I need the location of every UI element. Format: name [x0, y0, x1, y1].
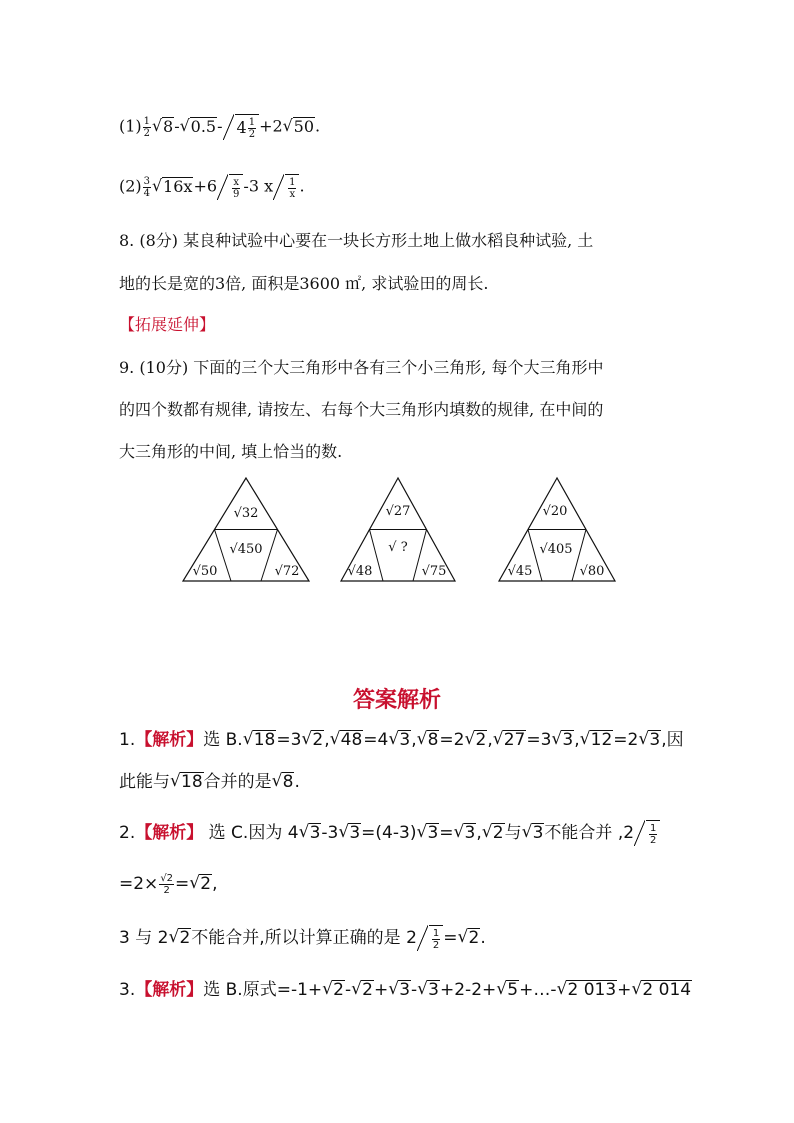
item-label: (2)	[119, 176, 142, 196]
triangle-right-value: √72	[274, 564, 300, 579]
triangle-top-value: √32	[233, 506, 259, 521]
answer-1-line2: 此能与√ 18合并的是√ 8.	[119, 770, 300, 794]
answer-text: 不能合并 ,2	[544, 823, 635, 843]
answer-text: 合并的是	[203, 772, 272, 792]
answer-3-line1: 3.【解析】选 B.原式=-1+√ 2-√ 2+√ 3-√ 3+2-2+√ 5+…-√ 2 013+√ 2 014	[119, 978, 692, 1002]
triangles-figure	[0, 474, 794, 594]
answer-text: 3 与 2	[119, 928, 169, 948]
answer-2-line2: =2× $\frac{√2}{2}$ =√ 2,	[119, 872, 218, 896]
answers-title: 答案解析	[352, 688, 441, 713]
problem-7-1: (1) $\frac{1}{2}$ √ 8-√ 0.5- 4 $\frac{1}{2}$ +2√ 50.	[119, 114, 320, 140]
answer-choice: 选 C.因为	[203, 823, 288, 843]
sqrt: √ 8	[153, 115, 174, 139]
problem-8-line1: 8. (8分) 某良种试验中心要在一块长方形土地上做水稻良种试验, 土	[119, 231, 594, 250]
answer-1-line1: 1.【解析】选 B.√ 18=3√ 2,√ 48=4√ 3,√ 8=2√ 2,√ 27=3√ 3,√ 12=2√ 3,因	[119, 728, 684, 752]
triangle-center-value: √ ?	[388, 540, 408, 555]
answer-text: +…-	[519, 980, 557, 1000]
analysis-tag: 【解析】	[135, 823, 204, 843]
fraction: $\frac{3}{4}$	[143, 175, 151, 199]
triangle-center-value: √450	[229, 542, 263, 557]
problem-8-line2: 地的长是宽的3倍, 面积是3600 ㎡, 求试验田的周长.	[119, 274, 489, 293]
triangle-right-value: √75	[421, 564, 447, 579]
answer-number: 1.	[119, 730, 136, 750]
triangle-left-value: √50	[192, 564, 218, 579]
triangle-center-value: √405	[539, 542, 573, 557]
sqrt: $\frac{1}{x}$	[273, 174, 299, 200]
item-label: (1)	[119, 116, 142, 136]
triangle-left-value: √45	[507, 564, 533, 579]
triangle-right	[499, 478, 615, 581]
sqrt: 4 $\frac{1}{2}$	[223, 114, 260, 140]
sqrt: √ 50	[284, 115, 315, 139]
problem-9-line3: 大三角形的中间, 填上恰当的数.	[119, 442, 343, 461]
answer-number: 2.	[119, 823, 136, 843]
triangle-middle	[341, 478, 455, 581]
triangle-left	[183, 478, 309, 581]
triangle-top-value: √27	[385, 504, 411, 519]
answer-2-line1: 2.【解析】 选 C.因为 4√ 3-3√ 3=(4-3)√ 3=√ 3,√ 2与√ 3不能合并 ,2 $\frac{1}{2}$	[119, 820, 660, 846]
answer-text: 不能合并,所以计算正确的是 2	[191, 928, 417, 948]
triangle-left-value: √48	[347, 564, 373, 579]
sqrt: $\frac{x}{9}$	[217, 174, 243, 200]
answer-choice: 选 B.	[203, 730, 243, 750]
triangle-top-value: √20	[542, 504, 568, 519]
sqrt: √ 16x	[153, 175, 193, 199]
answer-2-line3: 3 与 2√ 2不能合并,所以计算正确的是 2 $\frac{1}{2}$ =√ 2.	[119, 925, 486, 951]
answer-text: 此能与	[119, 772, 170, 792]
problem-7-2: (2) $\frac{3}{4}$ √ 16x+6 $\frac{x}{9}$ -3 x $\frac{1}{x}$ .	[119, 174, 305, 200]
section-tag: 【拓展延伸】	[119, 315, 216, 334]
sqrt: √ 0.5	[181, 115, 217, 139]
problem-9-line1: 9. (10分) 下面的三个大三角形中各有三个小三角形, 每个大三角形中	[119, 358, 604, 377]
analysis-tag: 【解析】	[135, 980, 204, 1000]
problem-9-line2: 的四个数都有规律, 请按左、右每个大三角形内填数的规律, 在中间的	[119, 400, 604, 419]
answer-number: 3.	[119, 980, 136, 1000]
triangle-right-value: √80	[579, 564, 605, 579]
answer-choice: 选 B.原式=-1+	[203, 980, 323, 1000]
fraction: $\frac{1}{2}$	[143, 115, 151, 139]
analysis-tag: 【解析】	[135, 730, 204, 750]
